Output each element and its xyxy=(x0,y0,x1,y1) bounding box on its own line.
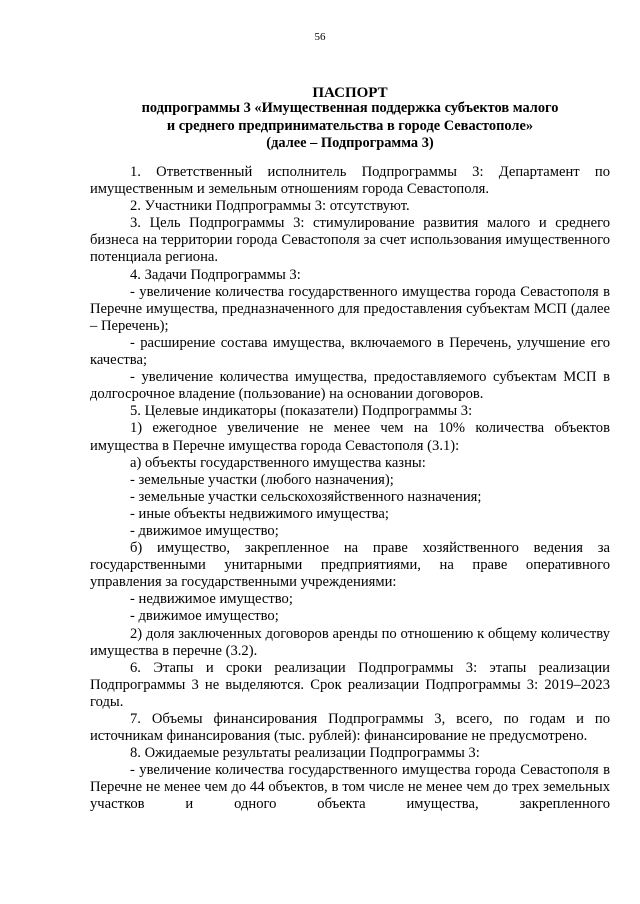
paragraph: 1) ежегодное увеличение не менее чем на 10% количества объектов имущества в Перечне имущества города Севастополя (3.1): xyxy=(90,420,610,454)
paragraph: 6. Этапы и сроки реализации Подпрограммы 3: этапы реализации Подпрограммы 3 не выделяются. Срок реализации Подпрограммы 3: 2019–2023 годы. xyxy=(90,659,610,710)
paragraph: а) объекты государственного имущества казны: xyxy=(130,454,426,471)
paragraph: - увеличение количества государственного имущества города Севастополя в Перечне имущества, предназначенного для предоставления субъектам МСП (далее – Перечень); xyxy=(90,283,610,334)
paragraph: - земельные участки (любого назначения); xyxy=(130,471,394,488)
paragraph: - увеличение количества имущества, предоставляемого субъектам МСП в долгосрочное владение (пользование) на основании договоров. xyxy=(90,369,610,403)
paragraph: - земельные участки сельскохозяйственного назначения; xyxy=(130,488,482,505)
paragraph: - расширение состава имущества, включаемого в Перечень, улучшение его качества; xyxy=(90,334,610,369)
document-title: ПАСПОРТ xyxy=(312,85,388,101)
paragraph: - движимое имущество; xyxy=(130,522,279,539)
paragraph: б) имущество, закрепленное на праве хозяйственного ведения за государственными унитарными предприятиями, на праве оперативного управления за государственными учреждениями: xyxy=(90,540,610,591)
subtitle-line-2: и среднего предпринимательства в городе Севастополе» xyxy=(166,118,534,134)
paragraph: 5. Целевые индикаторы (показатели) Подпрограммы 3: xyxy=(130,403,473,420)
paragraph: 2) доля заключенных договоров аренды по отношению к общему количеству имущества в перечне (3.2). xyxy=(90,625,610,659)
document-body xyxy=(90,164,610,814)
paragraph: - недвижимое имущество; xyxy=(130,591,293,608)
paragraph: 2. Участники Подпрограммы 3: отсутствуют. xyxy=(130,198,410,215)
paragraph: 3. Цель Подпрограммы 3: стимулирование развития малого и среднего бизнеса на территории города Севастополя за счет использования имущественного потенциала региона. xyxy=(90,215,610,266)
page-number: 56 xyxy=(314,31,326,43)
paragraph: 8. Ожидаемые результаты реализации Подпрограммы 3: xyxy=(130,745,480,762)
paragraph: - иные объекты недвижимого имущества; xyxy=(130,505,389,522)
paragraph: - движимое имущество; xyxy=(130,608,279,625)
paragraph: 4. Задачи Подпрограммы 3: xyxy=(130,266,301,283)
paragraph: 7. Объемы финансирования Подпрограммы 3, всего, по годам и по источникам финансирования (тыс. рублей): финансирование не предусмотрено. xyxy=(90,711,610,745)
paragraph: 1. Ответственный исполнитель Подпрограммы 3: Департамент по имущественным и земельным отношениям города Севастополя. xyxy=(90,164,610,198)
subtitle-line-1: подпрограммы 3 «Имущественная поддержка субъектов малого xyxy=(141,100,559,116)
paragraph: - увеличение количества государственного имущества города Севастополя в Перечне не менее чем до 44 объектов, в том числе не менее чем до трех земельных участков и одного объекта имущества, закрепленного xyxy=(90,762,610,813)
subtitle-line-3: (далее – Подпрограмма 3) xyxy=(266,135,434,151)
